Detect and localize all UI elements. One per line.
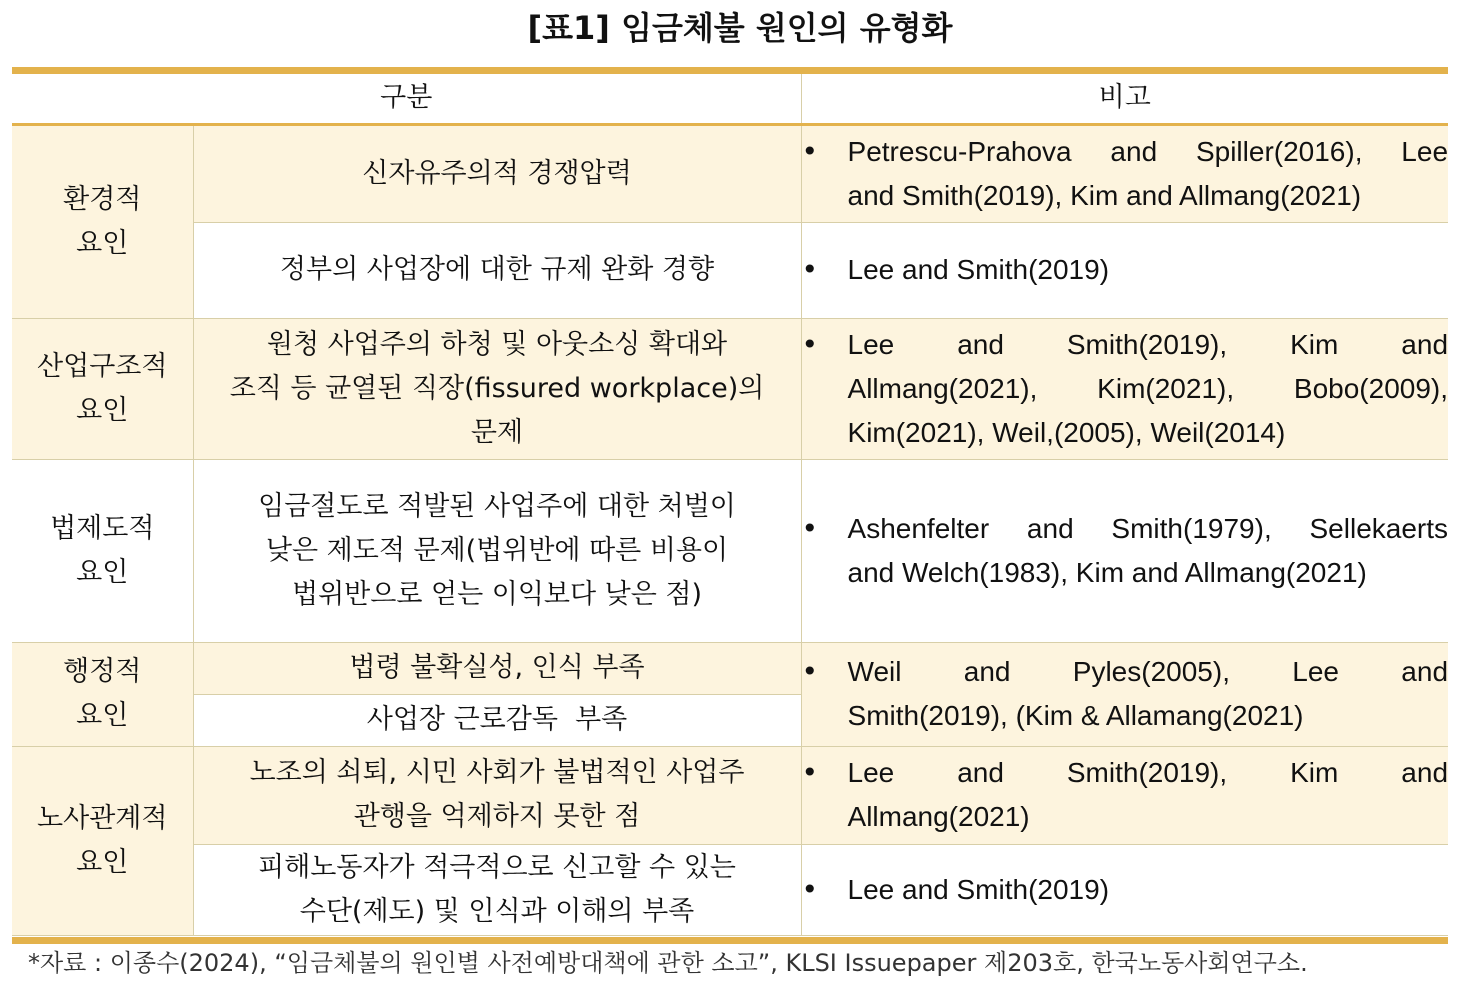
header-category: 구분 [12,74,801,124]
bullet-icon: • [801,134,819,168]
reference-cell: • Lee and Smith(2019) [801,222,1448,318]
cause-cell: 임금절도로 적발된 사업주에 대한 처벌이 낮은 제도적 문제(법위반에 따른 비용이 법위반으로 얻는 이익보다 낮은 점) [193,459,801,642]
reference-cell: • Weil and Pyles(2005), Lee and Smith(2019), (Kim & Allamang(2021) [801,642,1448,746]
table-title: [표1] 임금체불 원인의 유형화 [527,9,953,47]
bullet-icon: • [801,756,819,789]
cause-cell: 원청 사업주의 하청 및 아웃소싱 확대와 조직 등 균열된 직장(fissured workplace)의 문제 [193,318,801,459]
header-remarks: 비고 [801,74,1448,124]
table-row [12,642,1448,694]
cause-cell: 노조의 쇠퇴, 시민 사회가 불법적인 사업주 관행을 억제하지 못한 점 [193,746,801,844]
bullet-icon: • [801,872,819,906]
category-environment: 환경적 요인 [12,124,193,318]
cause-cell: 신자유주의적 경쟁압력 [193,124,801,222]
table-row [12,459,1448,642]
table-row [12,222,1448,318]
cause-table [12,74,1448,936]
header-row [12,74,1448,124]
table-row [12,746,1448,844]
top-rule [12,67,1448,74]
category-legal: 법제도적 요인 [12,459,193,642]
category-administrative: 행정적 요인 [12,642,193,746]
cause-cell: 정부의 사업장에 대한 규제 완화 경향 [193,222,801,318]
bullet-icon: • [801,253,819,286]
table-row [12,124,1448,222]
reference-cell: • Ashenfelter and Smith(1979), Sellekaerts and Welch(1983), Kim and Allmang(2021) [801,459,1448,642]
source-note: *자료 : 이종수(2024), “임금체불의 원인별 사전예방대책에 관한 소고”, KLSI Issuepaper 제203호, 한국노동사회연구소. [28,949,1308,977]
bullet-icon: • [801,511,819,545]
category-labor-relations: 노사관계적 요인 [12,746,193,935]
reference-cell: • Lee and Smith(2019), Kim and Allmang(2021) [801,746,1448,844]
cause-cell: 사업장 근로감독 부족 [193,694,801,746]
bullet-icon: • [801,327,819,361]
reference-cell: • Lee and Smith(2019), Kim and Allmang(2021), Kim(2021), Bobo(2009), Kim(2021), Weil,(2005), Weil(2014) [801,318,1448,459]
bottom-rule [12,937,1448,944]
cause-cell: 피해노동자가 적극적으로 신고할 수 있는 수단(제도) 및 인식과 이해의 부족 [193,844,801,935]
category-industrial: 산업구조적 요인 [12,318,193,459]
bullet-icon: • [801,655,819,688]
reference-cell: • Lee and Smith(2019) [801,844,1448,935]
table-row [12,844,1448,935]
reference-cell: • Petrescu-Prahova and Spiller(2016), Lee and Smith(2019), Kim and Allmang(2021) [801,124,1448,222]
table-row [12,318,1448,459]
cause-cell: 법령 불확실성, 인식 부족 [193,642,801,694]
